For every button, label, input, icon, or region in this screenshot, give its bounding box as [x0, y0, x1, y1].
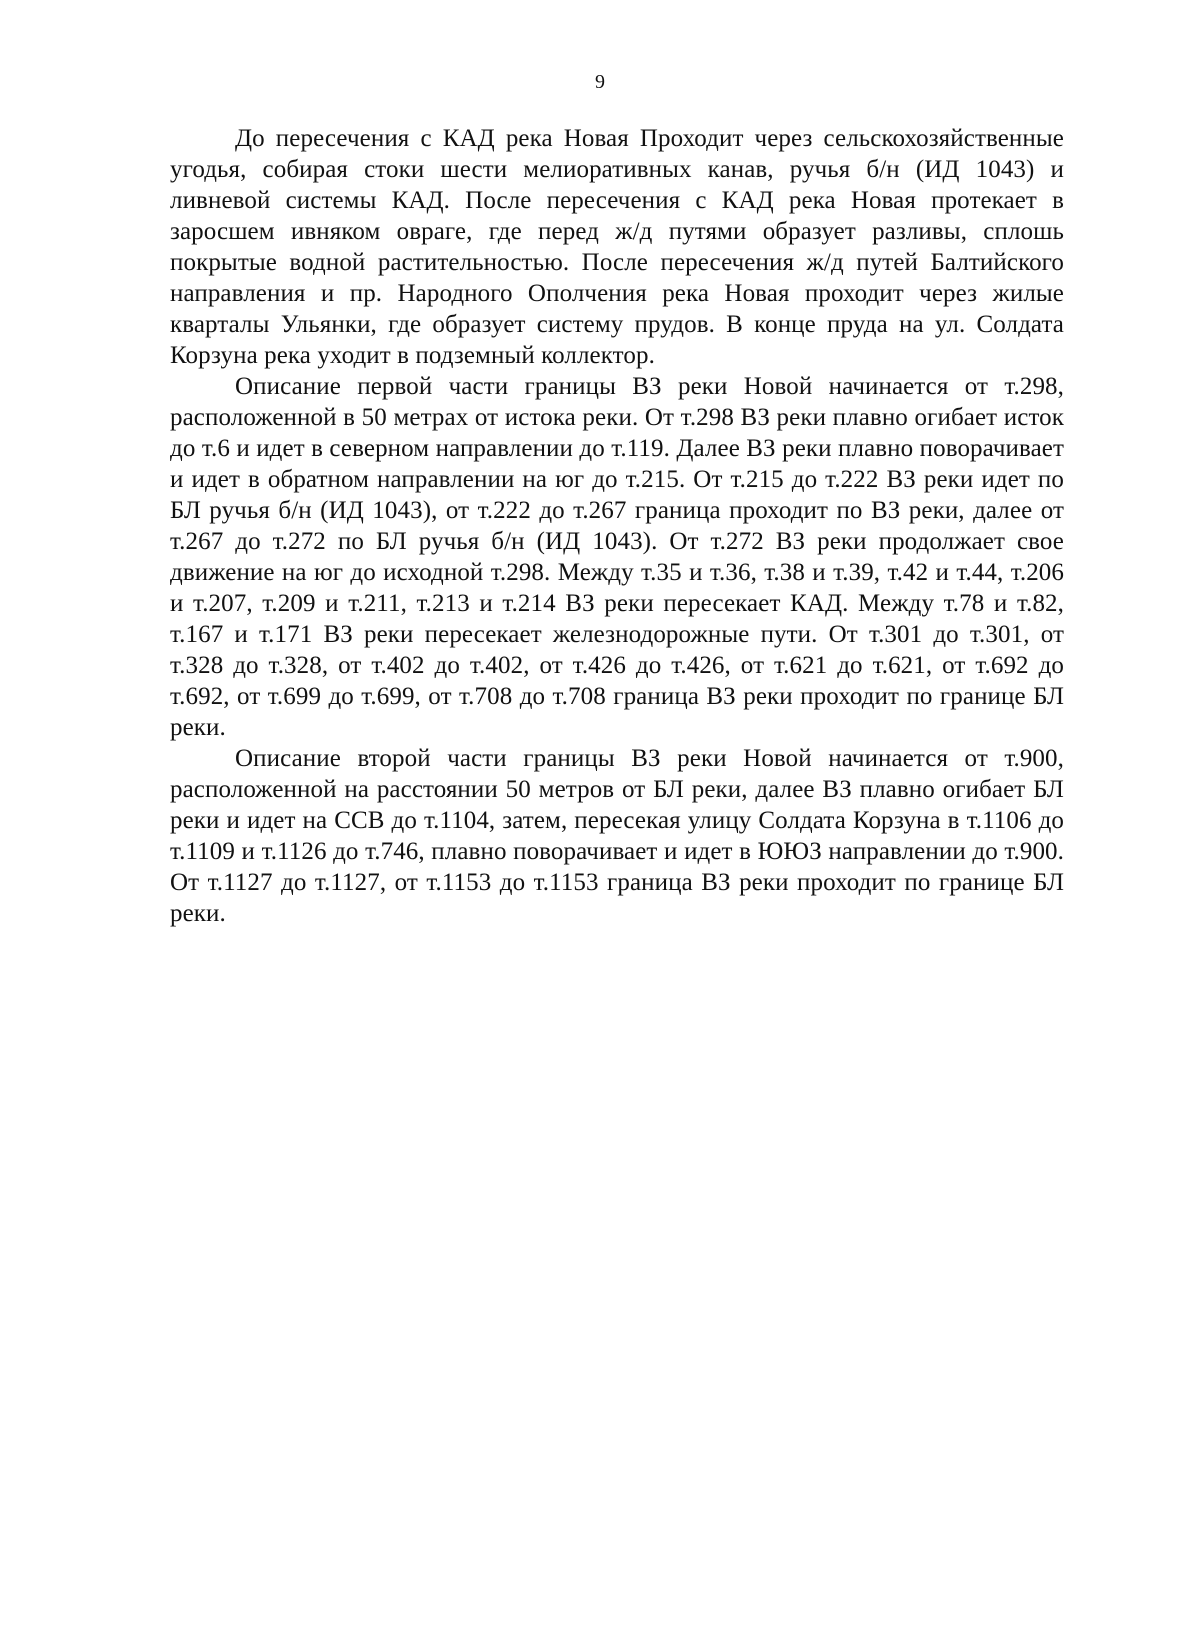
- paragraph-river-course: До пересечения с КАД река Новая Проходит через сельскохозяйственные угодья, собирая стоки шести мелиоративных канав, ручья б/н (ИД 1043) и ливневой системы КАД. После пересечения с КАД река Новая протекает в заросшем ивняком овраге, где перед ж/д путями образует разливы, сплошь покрытые водной растительностью. После пересечения ж/д путей Балтийского направления и пр. Народного Ополчения река Новая проходит через жилые кварталы Ульянки, где образует систему прудов. В конце пруда на ул. Солдата Корзуна река уходит в подземный коллектор.: [170, 125, 1064, 369]
- document-body: [170, 123, 1064, 929]
- paragraph-second-boundary-part: Описание второй части границы ВЗ реки Новой начинается от т.900, расположенной на расстоянии 50 метров от БЛ реки, далее ВЗ плавно огибает БЛ реки и идет на ССВ до т.1104, затем, пересекая улицу Солдата Корзуна в т.1106 до т.1109 и т.1126 до т.746, плавно поворачивает и идет в ЮЮЗ направлении до т.900. От т.1127 до т.1127, от т.1153 до т.1153 граница ВЗ реки проходит по границе БЛ реки.: [170, 745, 1064, 927]
- paragraph-first-boundary-part: Описание первой части границы ВЗ реки Новой начинается от т.298, расположенной в 50 метрах от истока реки. От т.298 ВЗ реки плавно огибает исток до т.6 и идет в северном направлении до т.119. Далее ВЗ реки плавно поворачивает и идет в обратном направлении на юг до т.215. От т.215 до т.222 ВЗ реки идет по БЛ ручья б/н (ИД 1043), от т.222 до т.267 граница проходит по ВЗ реки, далее от т.267 до т.272 по БЛ ручья б/н (ИД 1043). От т.272 ВЗ реки продолжает свое движение на юг до исходной т.298. Между т.35 и т.36, т.38 и т.39, т.42 и т.44, т.206 и т.207, т.209 и т.211, т.213 и т.214 ВЗ реки пересекает КАД. Между т.78 и т.82, т.167 и т.171 ВЗ реки пересекает железнодорожные пути. От т.301 до т.301, от т.328 до т.328, от т.402 до т.402, от т.426 до т.426, от т.621 до т.621, от т.692 до т.692, от т.699 до т.699, от т.708 до т.708 граница ВЗ реки проходит по границе БЛ реки.: [170, 373, 1064, 741]
- page-number: 9: [595, 71, 605, 93]
